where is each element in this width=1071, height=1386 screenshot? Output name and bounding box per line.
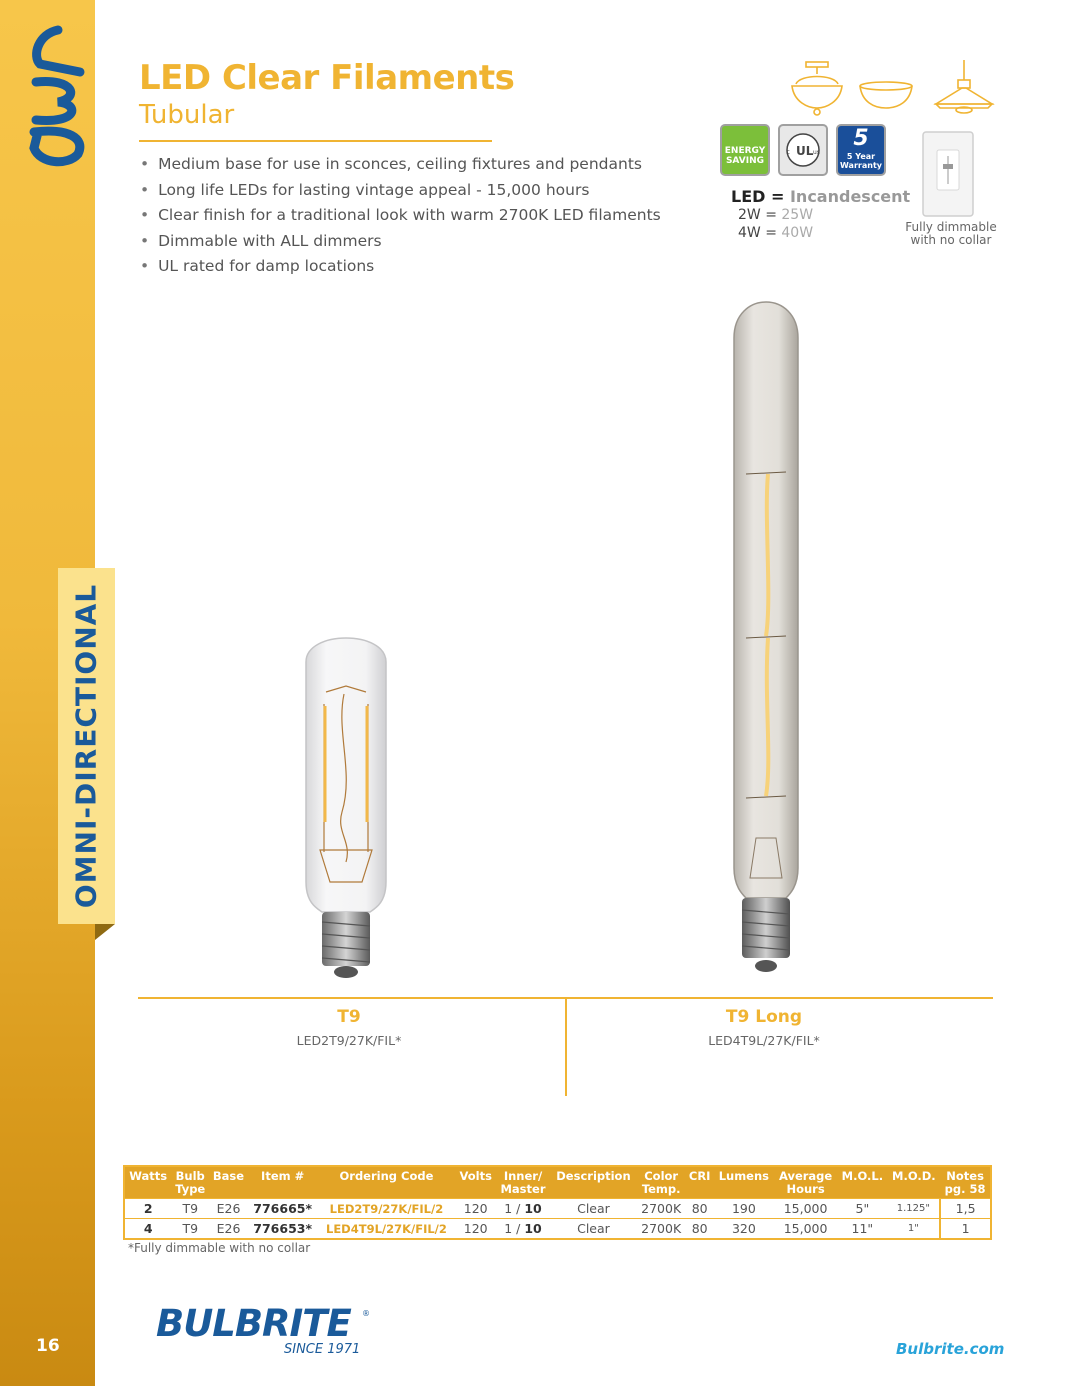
dimmer-caption-line2: with no collar — [910, 232, 992, 247]
dimmer-caption-line1: Fully dimmable — [905, 220, 997, 234]
cell-watts: 2 — [124, 1199, 171, 1219]
cell-cri: 80 — [686, 1199, 714, 1219]
warranty-line2: Warranty — [840, 161, 882, 170]
cell-bulb-type: T9 — [171, 1199, 209, 1219]
brand-since: SINCE 1971 — [284, 1342, 361, 1357]
bulbrite-logo — [156, 1302, 370, 1357]
cell-volts: 120 — [456, 1199, 496, 1219]
pendant-icon — [936, 60, 992, 113]
led-watts: 2W = — [738, 207, 777, 223]
dimmer-caption — [896, 221, 1006, 246]
equivalence-heading — [731, 187, 910, 206]
product-name-t9: T9 — [337, 1007, 361, 1027]
registered-mark: ® — [362, 1309, 370, 1318]
brand-name: BULBRITE — [156, 1302, 351, 1345]
warranty-badge-icon — [836, 124, 886, 176]
ul-mark-icon — [780, 126, 826, 174]
col-header: Base — [209, 1166, 248, 1199]
cell-volts: 120 — [456, 1219, 496, 1240]
led-watts: 4W = — [738, 225, 777, 241]
col-header: Lumens — [714, 1166, 774, 1199]
equivalence-row — [731, 206, 910, 224]
col-header: Notes pg. 58 — [940, 1166, 991, 1199]
cell-notes: 1,5 — [940, 1199, 991, 1219]
cell-avg-hours: 15,000 — [774, 1199, 837, 1219]
cell-color-temp: 2700K — [637, 1199, 686, 1219]
energy-saving-badge-icon — [720, 124, 770, 176]
table-header-row — [124, 1166, 991, 1199]
product-code-t9: LED2T9/27K/FIL* — [296, 1033, 402, 1048]
cell-ordering-code: LED2T9/27K/FIL/2 — [317, 1199, 455, 1219]
title-divider — [139, 140, 492, 142]
spec-table — [123, 1165, 992, 1240]
cell-inner-master: 1 / 10 — [496, 1219, 550, 1240]
cell-base: E26 — [209, 1219, 248, 1240]
incandescent-watts: 25W — [781, 207, 814, 223]
col-header: Bulb Type — [171, 1166, 209, 1199]
page-number: 16 — [36, 1336, 60, 1356]
incandescent-watts: 40W — [781, 225, 814, 241]
cell-item: 776653* — [248, 1219, 317, 1240]
wattage-equivalence — [731, 187, 910, 242]
cell-mod: 1.125" — [887, 1199, 940, 1219]
led-logo-icon — [18, 20, 98, 170]
col-header: Description — [550, 1166, 637, 1199]
ceiling-fixture-icon — [792, 62, 842, 115]
cell-mol: 5" — [837, 1199, 887, 1219]
equivalence-row — [731, 224, 910, 242]
section-tab-label: OMNI-DIRECTIONAL — [69, 583, 103, 909]
cell-color-temp: 2700K — [637, 1219, 686, 1240]
table-footnote: *Fully dimmable with no collar — [128, 1241, 311, 1255]
feature-item: • Clear finish for a traditional look with warm 2700K LED filaments — [140, 203, 661, 229]
equivalence-incandescent-label: Incandescent — [789, 187, 911, 206]
ul-c: c — [786, 148, 790, 156]
col-header: Average Hours — [774, 1166, 837, 1199]
col-header: Inner/ Master — [496, 1166, 550, 1199]
cell-avg-hours: 15,000 — [774, 1219, 837, 1240]
cell-bulb-type: T9 — [171, 1219, 209, 1240]
feature-item: • Medium base for use in sconces, ceiling fixtures and pendants — [140, 152, 661, 178]
website-link[interactable]: Bulbrite.com — [896, 1340, 1005, 1358]
ul-text: UL — [796, 144, 814, 158]
page-title: LED Clear Filaments — [139, 58, 515, 98]
feature-item: • Dimmable with ALL dimmers — [140, 229, 661, 255]
col-header: M.O.D. — [887, 1166, 940, 1199]
col-header: Watts — [124, 1166, 171, 1199]
cell-description: Clear — [550, 1199, 637, 1219]
flush-mount-icon — [860, 82, 912, 108]
col-header: Ordering Code — [317, 1166, 455, 1199]
table-row — [124, 1219, 991, 1240]
dimmer-switch-icon — [919, 130, 977, 218]
feature-list — [140, 152, 661, 280]
cell-watts: 4 — [124, 1219, 171, 1240]
cell-mod: 1" — [887, 1219, 940, 1240]
col-header: Color Temp. — [637, 1166, 686, 1199]
energy-label-line2: SAVING — [725, 156, 765, 166]
ul-us: us — [813, 149, 820, 156]
cell-lumens: 190 — [714, 1199, 774, 1219]
product-code-t9-long: LED4T9L/27K/FIL* — [708, 1033, 820, 1048]
ul-listed-badge-icon — [778, 124, 828, 176]
feature-item: • UL rated for damp locations — [140, 254, 661, 280]
cell-inner-master: 1 / 10 — [496, 1199, 550, 1219]
cell-base: E26 — [209, 1199, 248, 1219]
cell-mol: 11" — [837, 1219, 887, 1240]
cell-description: Clear — [550, 1219, 637, 1240]
col-header: Item # — [248, 1166, 317, 1199]
page-subtitle: Tubular — [139, 100, 235, 130]
table-row — [124, 1199, 991, 1219]
warranty-line1: 5 Year — [846, 152, 876, 161]
feature-item: • Long life LEDs for lasting vintage appeal - 15,000 hours — [140, 178, 661, 204]
col-header: Volts — [456, 1166, 496, 1199]
col-header: M.O.L. — [837, 1166, 887, 1199]
t9-bulb-image — [296, 622, 396, 982]
product-name-t9-long: T9 Long — [725, 1007, 803, 1027]
cell-notes: 1 — [940, 1219, 991, 1240]
section-tab-fold — [95, 924, 115, 940]
product-column-divider — [565, 999, 567, 1096]
equivalence-led-label: LED = — [731, 187, 785, 206]
cell-item: 776665* — [248, 1199, 317, 1219]
t9-long-bulb-image — [726, 298, 806, 978]
cell-cri: 80 — [686, 1219, 714, 1240]
cell-ordering-code: LED4T9L/27K/FIL/2 — [317, 1219, 455, 1240]
warranty-number: 5 — [853, 126, 869, 151]
fixture-icons — [786, 60, 1026, 118]
cell-lumens: 320 — [714, 1219, 774, 1240]
energy-label-line1: ENERGY — [724, 146, 766, 156]
col-header: CRI — [686, 1166, 714, 1199]
